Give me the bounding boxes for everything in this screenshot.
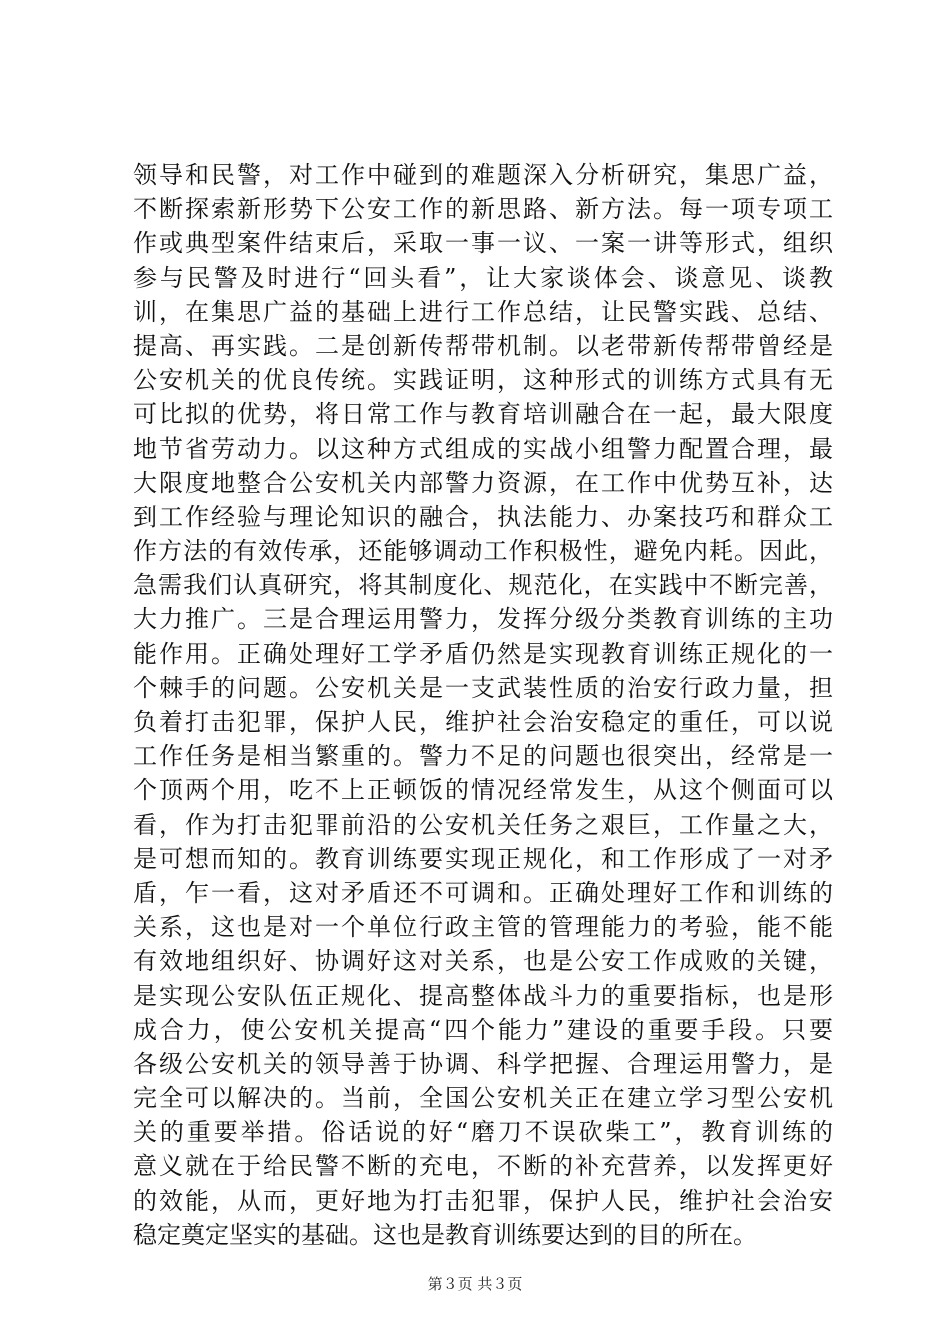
text-line: 公安机关的优良传统。实践证明，这种形式的训练方式具有无 bbox=[133, 366, 833, 395]
text-line: 作或典型案件结束后，采取一事一议、一案一讲等形式，组织 bbox=[133, 229, 833, 258]
text-line: 个棘手的问题。公安机关是一支武装性质的治安行政力量，担 bbox=[133, 673, 833, 702]
text-line: 是可想而知的。教育训练要实现正规化，和工作形成了一对矛 bbox=[133, 844, 833, 873]
text-line: 关的重要举措。俗话说的好“磨刀不误砍柴工”，教育训练的 bbox=[133, 1118, 833, 1147]
text-line: 能作用。正确处理好工学矛盾仍然是实现教育训练正规化的一 bbox=[133, 639, 833, 668]
text-line: 急需我们认真研究，将其制度化、规范化，在实践中不断完善， bbox=[133, 571, 833, 600]
text-line: 看，作为打击犯罪前沿的公安机关任务之艰巨，工作量之大， bbox=[133, 810, 833, 839]
text-line: 提高、再实践。二是创新传帮带机制。以老带新传帮带曾经是 bbox=[133, 331, 833, 360]
text-line: 关系，这也是对一个单位行政主管的管理能力的考验，能不能 bbox=[133, 913, 833, 942]
text-line: 负着打击犯罪，保护人民，维护社会治安稳定的重任，可以说 bbox=[133, 708, 833, 736]
text-line: 可比拟的优势，将日常工作与教育培训融合在一起，最大限度 bbox=[133, 400, 833, 429]
text-line: 到工作经验与理论知识的融合，执法能力、办案技巧和群众工 bbox=[133, 502, 833, 531]
body-text bbox=[133, 158, 833, 1252]
text-line: 大力推广。三是合理运用警力，发挥分级分类教育训练的主功 bbox=[133, 605, 833, 634]
text-line: 成合力，使公安机关提高“四个能力”建设的重要手段。只要 bbox=[133, 1015, 833, 1044]
text-line: 意义就在于给民警不断的充电，不断的补充营养，以发挥更好 bbox=[133, 1152, 833, 1181]
text-line: 参与民警及时进行“回头看”，让大家谈体会、谈意见、谈教 bbox=[133, 263, 833, 292]
text-line: 稳定奠定坚实的基础。这也是教育训练要达到的目的所在。 bbox=[133, 1220, 757, 1249]
text-line: 各级公安机关的领导善于协调、科学把握、合理运用警力，是 bbox=[133, 1049, 833, 1078]
text-line: 训，在集思广益的基础上进行工作总结，让民警实践、总结、 bbox=[133, 297, 833, 326]
text-line: 个顶两个用，吃不上正顿饭的情况经常发生，从这个侧面可以 bbox=[133, 776, 833, 805]
text-line: 盾，乍一看，这对矛盾还不可调和。正确处理好工作和训练的 bbox=[133, 878, 833, 907]
text-line: 是实现公安队伍正规化、提高整体战斗力的重要指标，也是形 bbox=[133, 981, 833, 1010]
text-line: 完全可以解决的。当前，全国公安机关正在建立学习型公安机 bbox=[133, 1084, 833, 1113]
text-line: 不断探索新形势下公安工作的新思路、新方法。每一项专项工 bbox=[133, 195, 833, 224]
text-line: 的效能，从而，更好地为打击犯罪，保护人民，维护社会治安 bbox=[133, 1186, 833, 1215]
text-line: 工作任务是相当繁重的。警力不足的问题也很突出，经常是一 bbox=[133, 742, 833, 771]
page-footer: 第３页 共３页 bbox=[427, 1275, 523, 1293]
text-line: 作方法的有效传承，还能够调动工作积极性，避免内耗。因此， bbox=[133, 537, 833, 566]
text-line: 领导和民警，对工作中碰到的难题深入分析研究，集思广益， bbox=[133, 161, 833, 189]
text-line: 地节省劳动力。以这种方式组成的实战小组警力配置合理，最 bbox=[133, 434, 833, 463]
text-line: 有效地组织好、协调好这对关系，也是公安工作成败的关键， bbox=[133, 947, 833, 976]
text-line: 大限度地整合公安机关内部警力资源，在工作中优势互补，达 bbox=[133, 468, 833, 497]
